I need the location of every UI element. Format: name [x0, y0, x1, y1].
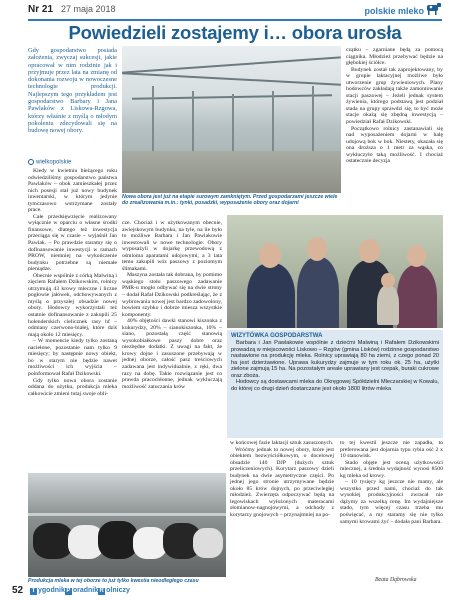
region-label: wielkopolskie	[36, 159, 72, 166]
paragraph: Gdy tylko nowa obora zostanie oddana do użytku, produkcja mleka całkowicie zmieni tutaj swoje obli-	[28, 377, 117, 397]
column-bottom-3	[340, 440, 443, 525]
cow-icon	[426, 2, 442, 16]
paragraph: cze. Chociaż i w użytkowanym obecnie, awiejskowym budynku, na tyle, na ile było to możliwe Barbara i Jan Pawlakowie inwestowali w nowe technologie. Obory wyposażyli w dojarkę przewodową z ośmioma aparatami udojowymi, a 3 lata temu zakupili wóz paszowy z poziomym ślimakami.	[122, 220, 222, 272]
page-number: 52	[12, 585, 24, 596]
photo-caption: Nowa obora jest już na etapie surowym zamkniętym. Przed gospodarzami jeszcze wiele do zrealizowania m.in.: tynki, posadzki, wyposażenie obory oraz dojarni	[122, 194, 338, 207]
article-lead: Gdy gospodarstwo posiada założenia, zwyczaj sukcesji, jakie opracował w nim rodzinie jak i przyjmuje przez lata na zmianę od dokonania rozwoju w nowoczesne technologie produkcji. Najlepszym tego przykładem jest gospodarstwo Barbary i Jana Pawlaków z Liskowa-Rzgowa, którzy właśnie z myślą o młodym pokoleniu zdecydowali się na budowę nowej obory.	[28, 47, 117, 135]
box-title: WIZYTÓWKA GOSPODARSTWA	[231, 333, 323, 339]
paragraph: Całe przedsięwzięcie realizowany wyłącznie w oparciu o własne środki finansowe, dlatego też inwestycja przeciąga się w czasie – wyjaśnił Jan Pawlak. – Po prawdzie staramy się o dofinansowanie inwestycji w ramach PROW, niemniej na wykończenie budynku potrzebne są niemałe pieniądze.	[28, 213, 117, 273]
paragraph: 40% objętości dawki stanowi kiszonka z kukurydzy, 20% – sianokiszonka, 10% – siano, pozostałą część stanowią wysokobiałkowe paszy dobre oraz niezbędne dodatki. Z uwagi na fakt, że krowy dojne i zasuszone przebywają w jednej oborze, całość pasz treściowych zadawana jest indywidualnie, z ręki, dwa razy na dobę. Takie rozwiązanie jest co prawda pracochłonne, jednak wykluczają możliwość zatuczania krów	[122, 318, 222, 390]
article-title: Powiedzieli zostajemy i… obora urosła	[68, 22, 402, 43]
region-tag	[28, 159, 117, 166]
paragraph: – 10 tysięcy kg jeszcze nie mamy, ale wszystko przed nami, chociaż do tak wysokiej produkcyjności zwracał nie dążymy za wszelką cenę. Im wydajniejsze stado, tym więcej czasu trzeba mu poświęcać, a my staramy się nie tylko samymi krowami żyć – dodała pani Barbara.	[340, 479, 443, 525]
paragraph: Obecnie wspólnie z córką Malwiną i zięciem Rafałem Dzikowskim, rolnicy utrzymują 43 krowy mleczne i liczne pogłowie jałówek, odchowywanych z myślą o przyszłej obsadzie nowej obory. Hodowcy wykorzystali też ostatnie dofinansowanie z zakupili 25 holenderskich cielicznek rasy hf – odmiany czerwono-białej, które dziś mają około 12 miesięcy.	[28, 272, 117, 338]
column-2	[122, 220, 222, 390]
column-3	[346, 47, 443, 165]
location-icon	[28, 159, 34, 165]
publication-logo: T ygodnikP oradnikR olniczy	[31, 587, 130, 594]
paragraph: Kiedy w kwietniu bieżącego roku odwiedziliśmy gospodarstwo państwa Pawlaków – obok zamieszkałej przez nich posesji stał już nowy budynek inwentarski, w którym jedynie tymczasowo wstrzymane zostały prace.	[28, 168, 117, 214]
farm-info-box	[227, 330, 443, 438]
paragraph: to tej kwestii jeszcze nie zapadła, to preferowana jest dojarnia typu rybia ość 2 x 10 stanowisk.	[340, 440, 443, 460]
paragraph: Wróćmy jednak to nowej obory, które jest obiektem bezwyściółkowym, o docelowej obsadzie 140 DJP (dużych sztuk przeliczeniowych). Korytarz paszowy dzieli budynek na dwie asymetryczne części. Po jednej jego stronie utrzymywane będzie około 85 krów dojnych, po przeciwległej młodzież. Zwierzęta odpoczywać będą na legowiskach wyłożonych materacami słomianow-nagnojowymi, a odchody z korytarzy gnojowych – przynajmniej na po-	[230, 446, 334, 519]
paragraph: Barbara i Jan Pawlakowie wspólnie z dziećmi Malwiną i Rafałem Dzikowskimi prowadzą w miejscowości Liskowo – Rzgów (gmina Lisków) rodzinne gospodarstwo nastawione na produkcję mleka. Rolnicy uprawiają 80 ha ziemi, z czego ponad 20 ha jest dzierżawione. Uprawa kukurydzy zajmuje w tym roku ok. 25 ha, użytki zielone zajmują 15 ha. Na pozostałym areale uprawiany jest rzepak, buraki cukrowe oraz zboża.	[231, 340, 439, 379]
column-1	[28, 168, 117, 397]
photo-caption: Produkcja mleka w tej oborze to już tylko kwestia nieodległego czasu	[28, 578, 199, 584]
paragraph: Hodowcy są dostawcami mleka do Okręgowej Spółdzielni Mleczarskiej w Kowalu, do której co drugi dzień dostarczane jest około 1800 litrów mleka	[231, 379, 439, 392]
paragraph: czątku – zgarniane będą za pomocą ciągnika. Młodzież przebywać będzie na głębokiej ściółce.	[346, 47, 443, 67]
box-body	[231, 340, 439, 392]
issue-header	[28, 4, 116, 15]
paragraph: Początkowo rolnicy zastanawiali się nad wyposażeniem dojarni w halę udojową bok w bok. Niestety, okazała się ona droższa o 1 metr za wąska, co wykluczyło taką możliwość. I chociaż ostatecznie decyzja	[346, 125, 443, 165]
header-rule	[28, 19, 442, 21]
family-photo	[227, 215, 443, 328]
paragraph: – W momencie kiedy tylko zostaną naciełone, pozostanie nam tylko 9 miesięcy; by następnie nowy obiekt, bo w starym nie będzie nawet możliwości ich wyjścia – poinformował Rafał Dzikowski.	[28, 338, 117, 377]
paragraph: Budynek został tak zaprojektowany, by w grupie laktacyjnej możliwe było utworzenie grup żywieniowych. Plany hodowców zakładają także zamontowanie stacji paszowej – Jeżeli jednak system żywienia, którego podstawą jest podział stada na grupy sprawdzi się, to być może stacje okażą się zbędną inwestycją – powiedział Rafał Dzikowski.	[346, 66, 443, 126]
author-name: Beata Dąbrowska	[375, 577, 417, 583]
issue-date: 27 maja 2018	[61, 4, 116, 14]
paragraph: Stado objęte jest oceną użytkowości mlecznej, a średnia wydajność wynosi 8500 kg mleka od krowy.	[340, 459, 443, 479]
paragraph: w końcowej fazie laktacji sztuk zasuszonych.	[230, 440, 334, 446]
barn-interior-photo	[122, 46, 341, 193]
issue-number: Nr 21	[28, 4, 54, 15]
paragraph: Maszyna została tak dobrana, by pomimo wąskiego stołu paszowego zadawanie PMR-u mogło odbywać się na dwie strony – dodał Rafał Dzikowski podkreślając, że z wybrowania nowej jest bardzo zadowolony, bowiem szybko i dobrze miesza wszystkie komponenty.	[122, 272, 222, 318]
column-bottom-2	[230, 440, 334, 519]
cows-photo	[28, 473, 226, 577]
section-label: polskie mleko	[364, 6, 424, 16]
